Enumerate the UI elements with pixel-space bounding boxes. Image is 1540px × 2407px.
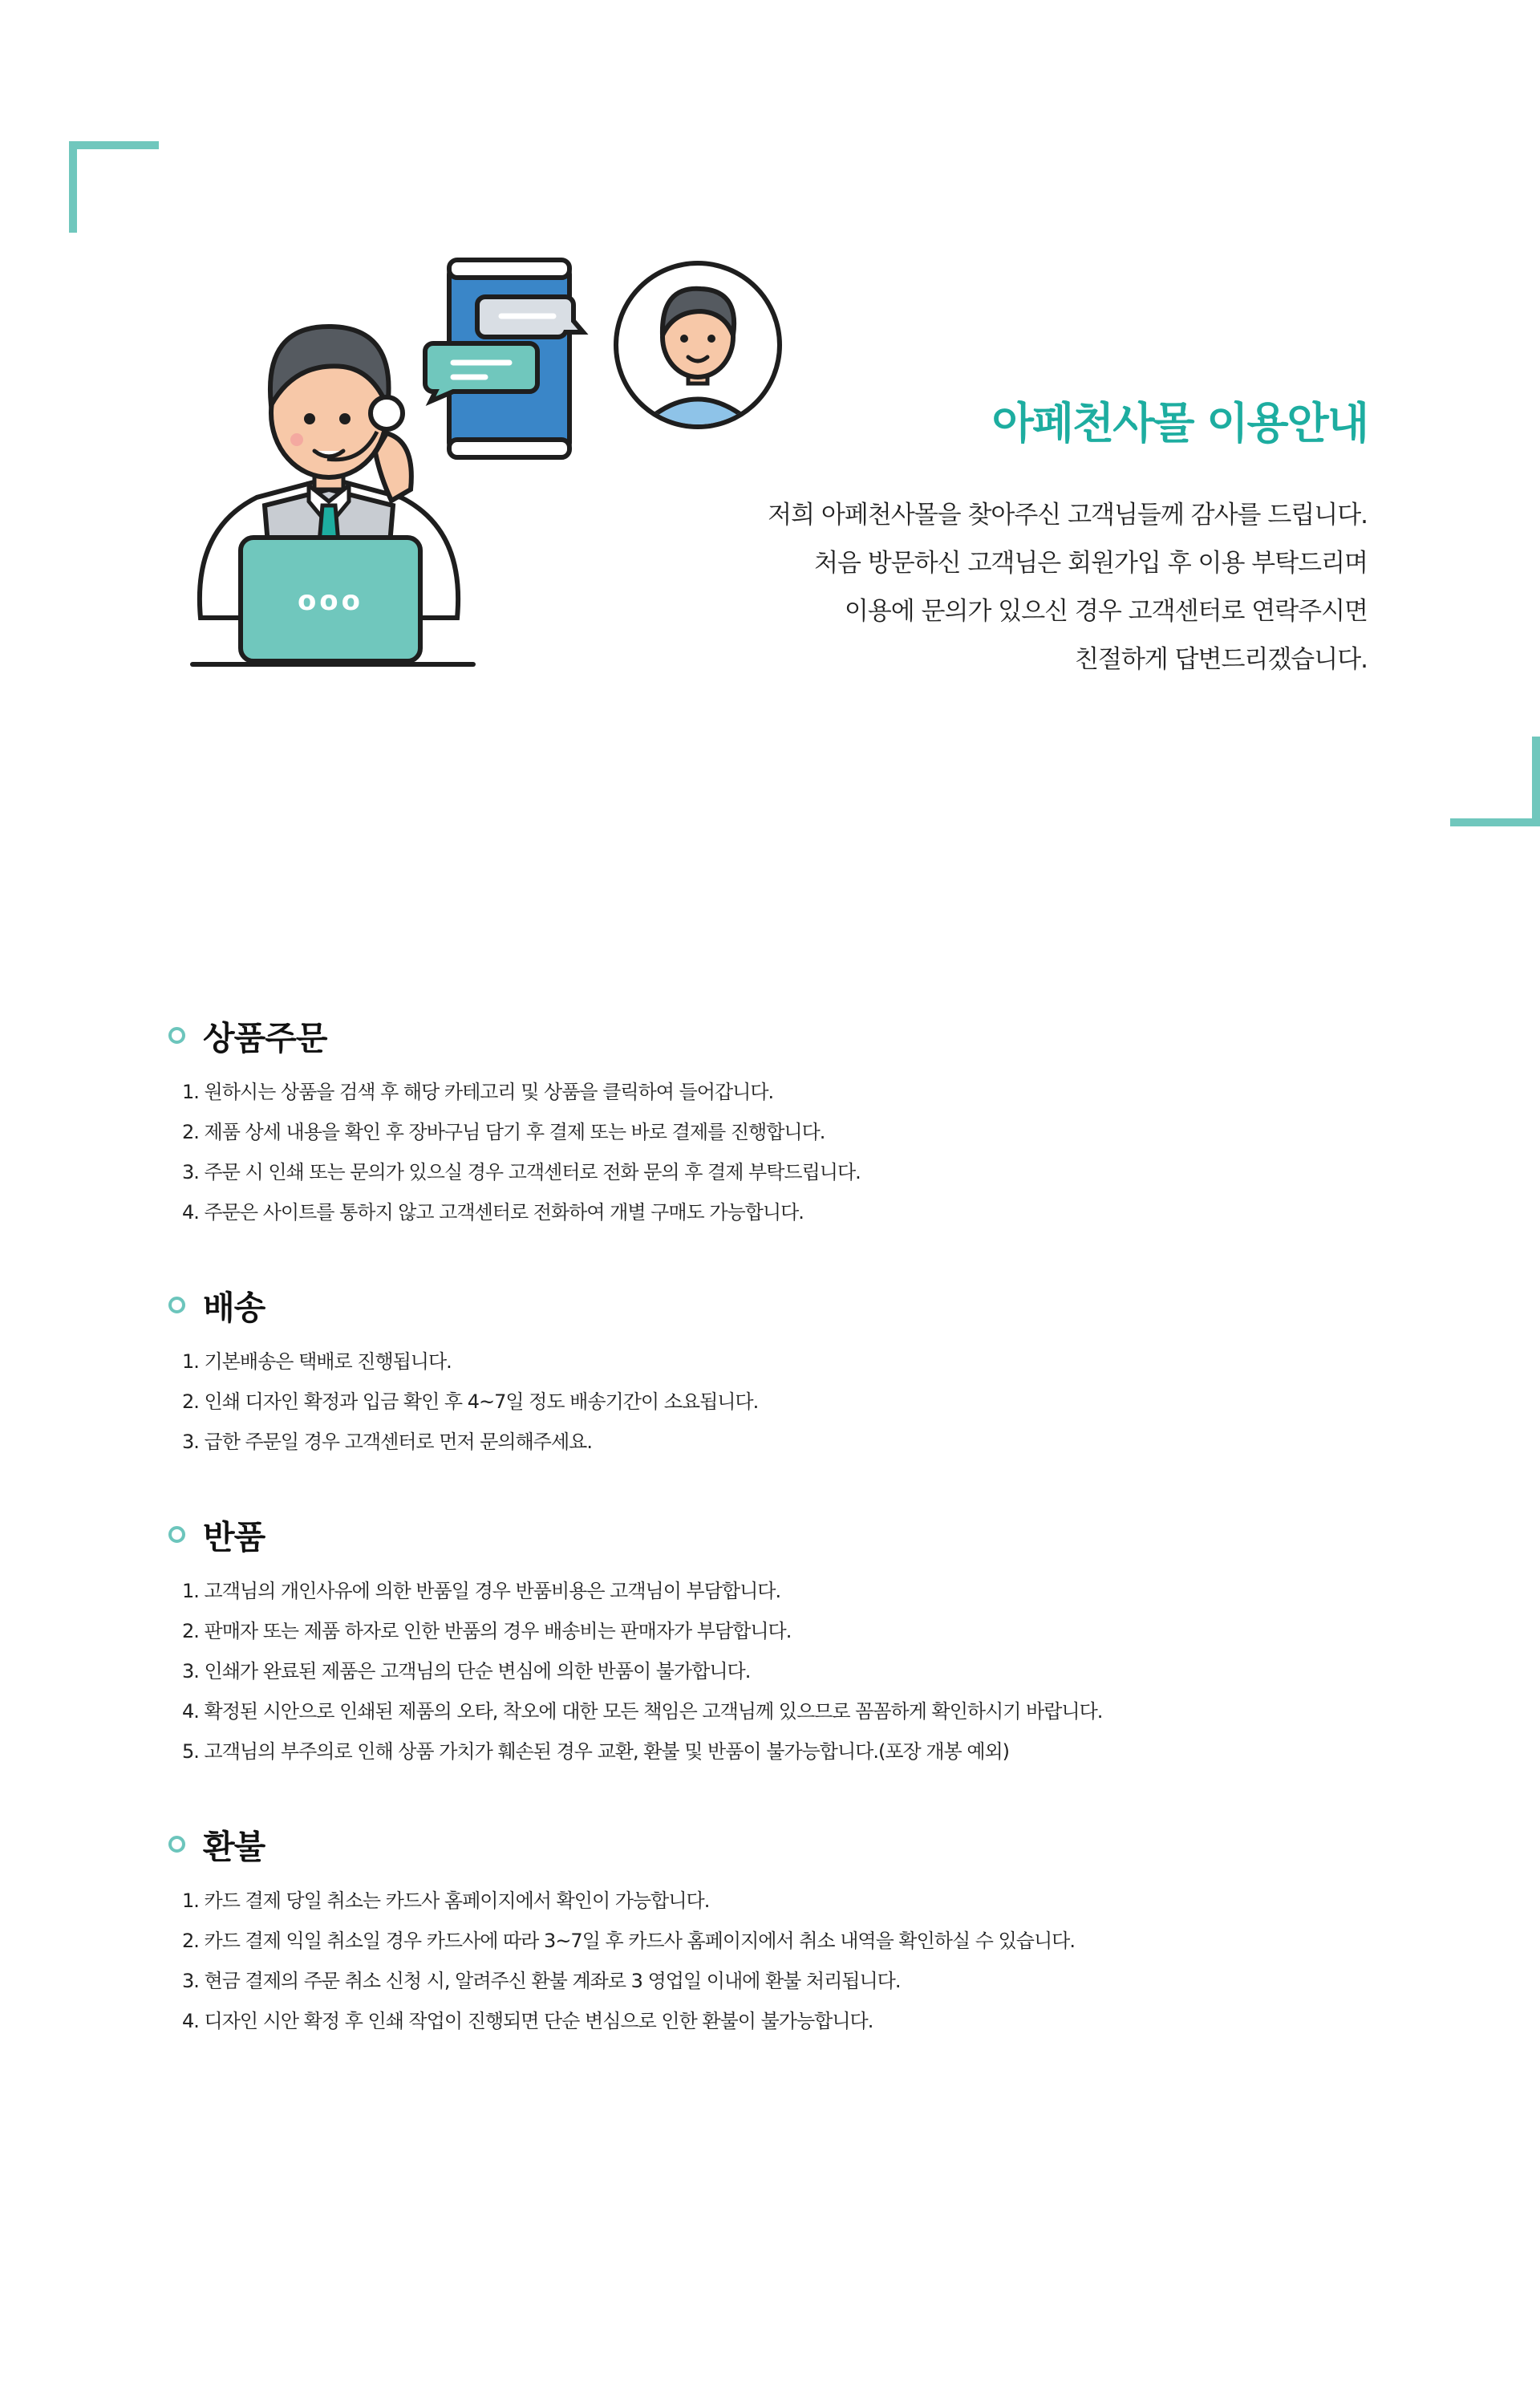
list-item: 2. 인쇄 디자인 확정과 입금 확인 후 4~7일 정도 배송기간이 소요됩니다. <box>182 1390 759 1413</box>
section-delivery <box>168 1279 1412 1462</box>
section-heading <box>168 1508 1412 1560</box>
intro-line-2: 처음 방문하신 고객님은 회원가입 후 이용 부탁드리며 <box>814 549 1368 578</box>
corner-top-left-horizontal <box>69 141 159 149</box>
ring-bullet-icon <box>168 1526 185 1543</box>
section-refund <box>168 1818 1412 2041</box>
list-item: 2. 판매자 또는 제품 하자로 인한 반품의 경우 배송비는 판매자가 부담합니다. <box>182 1620 792 1642</box>
ring-bullet-icon <box>168 1836 185 1853</box>
list-item: 3. 급한 주문일 경우 고객센터로 먼저 문의해주세요. <box>182 1431 592 1453</box>
intro-line-1: 저희 아페천사몰을 찾아주신 고객님들께 감사를 드립니다. <box>768 501 1368 530</box>
corner-right-vertical <box>1532 737 1540 826</box>
corner-right-horizontal <box>1450 818 1540 826</box>
list-item: 3. 주문 시 인쇄 또는 문의가 있으실 경우 고객센터로 전화 문의 후 결제 부탁드립니다. <box>182 1161 861 1183</box>
laptop-dots: ooo <box>297 585 364 617</box>
section-title: 반품 <box>203 1517 265 1557</box>
list-item: 4. 주문은 사이트를 통하지 않고 고객센터로 전화하여 개별 구매도 가능합니다. <box>182 1201 804 1224</box>
list-item: 1. 기본배송은 택배로 진행됩니다. <box>182 1350 452 1373</box>
section-heading <box>168 1009 1412 1061</box>
ring-bullet-icon <box>168 1027 185 1044</box>
section-list <box>168 1881 1412 2041</box>
intro-text <box>565 491 1368 684</box>
corner-top-left-vertical <box>69 141 77 233</box>
intro-line-3: 이용에 문의가 있으신 경우 고객센터로 연락주시면 <box>844 597 1368 626</box>
intro-line-4: 친절하게 답변드리겠습니다. <box>1074 645 1368 674</box>
list-item: 4. 디자인 시안 확정 후 인쇄 작업이 진행되면 단순 변심으로 인한 환불이 불가능합니다. <box>182 2010 873 2032</box>
guide-sections <box>168 1009 1412 2088</box>
section-list <box>168 1072 1412 1232</box>
page-title: 아페천사몰 이용안내 <box>991 398 1368 449</box>
list-item: 3. 현금 결제의 주문 취소 신청 시, 알려주신 환불 계좌로 3 영업일 이내에 환불 처리됩니다. <box>182 1970 901 1992</box>
list-item: 1. 원하시는 상품을 검색 후 해당 카테고리 및 상품을 클릭하여 들어갑니다. <box>182 1081 774 1103</box>
section-list <box>168 1342 1412 1462</box>
section-list <box>168 1571 1412 1772</box>
section-return <box>168 1508 1412 1772</box>
section-title: 배송 <box>203 1288 265 1327</box>
list-item: 1. 고객님의 개인사유에 의한 반품일 경우 반품비용은 고객님이 부담합니다. <box>182 1580 781 1602</box>
section-heading <box>168 1279 1412 1330</box>
section-order <box>168 1009 1412 1232</box>
section-heading <box>168 1818 1412 1869</box>
section-title: 환불 <box>203 1827 265 1866</box>
section-title: 상품주문 <box>203 1018 327 1057</box>
list-item: 4. 확정된 시안으로 인쇄된 제품의 오타, 착오에 대한 모든 책임은 고객님께 있으므로 꼼꼼하게 확인하시기 바랍니다. <box>182 1700 1103 1723</box>
ring-bullet-icon <box>168 1297 185 1313</box>
list-item: 3. 인쇄가 완료된 제품은 고객님의 단순 변심에 의한 반품이 불가합니다. <box>182 1660 751 1682</box>
list-item: 2. 카드 결제 익일 취소일 경우 카드사에 따라 3~7일 후 카드사 홈페이지에서 취소 내역을 확인하실 수 있습니다. <box>182 1930 1075 1952</box>
list-item: 5. 고객님의 부주의로 인해 상품 가치가 훼손된 경우 교환, 환불 및 반품이 불가능합니다.(포장 개봉 예외) <box>182 1740 1010 1763</box>
list-item: 2. 제품 상세 내용을 확인 후 장바구님 담기 후 결제 또는 바로 결제를 진행합니다. <box>182 1121 825 1143</box>
list-item: 1. 카드 결제 당일 취소는 카드사 홈페이지에서 확인이 가능합니다. <box>182 1889 710 1912</box>
